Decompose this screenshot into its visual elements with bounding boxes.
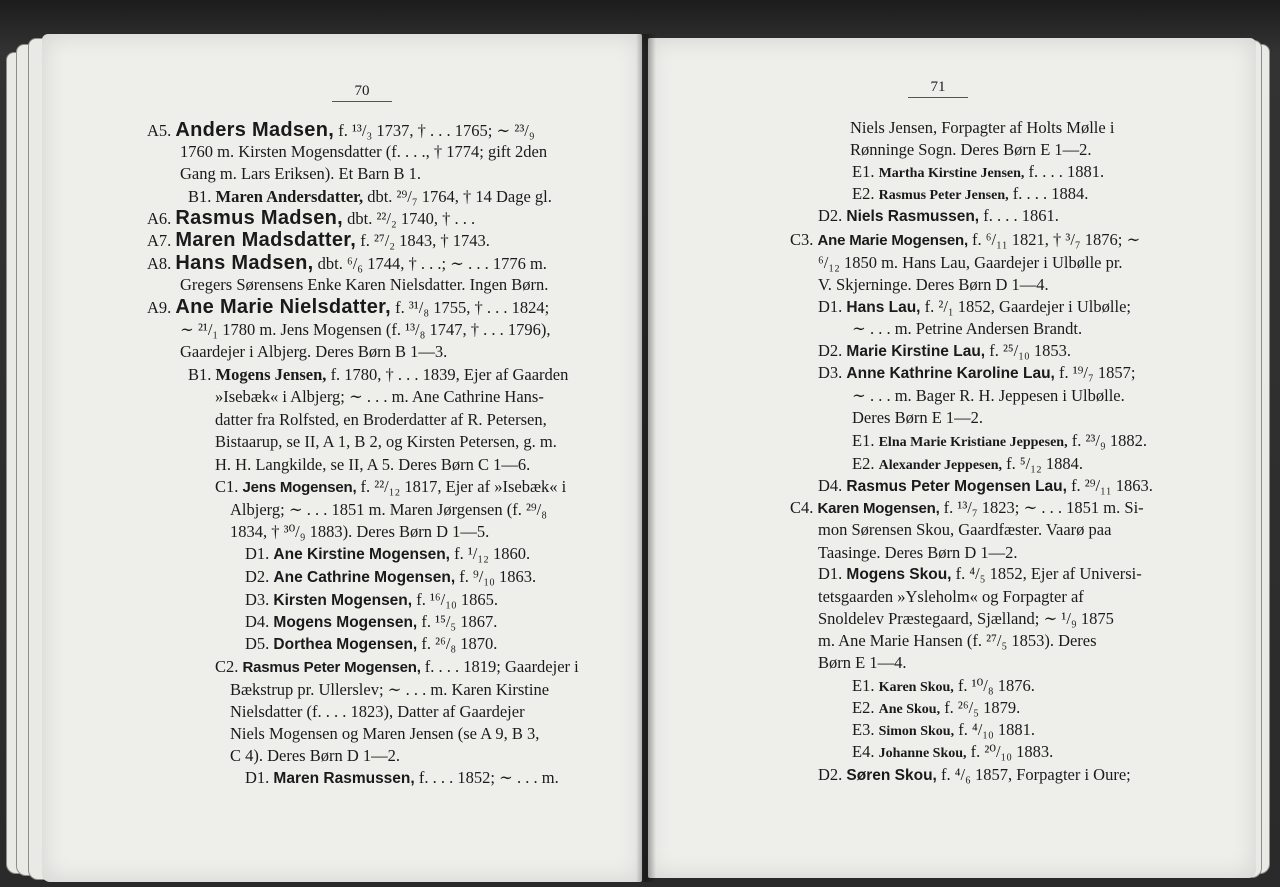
person-name: Ane Kirstine Mogensen, xyxy=(273,546,450,563)
person-name: Simon Skou, xyxy=(878,724,955,739)
person-name: Mogens Mogensen, xyxy=(273,614,418,631)
text-line xyxy=(147,253,547,274)
text-line xyxy=(852,720,1035,742)
text-line xyxy=(180,342,447,362)
entry-text: Nielsdatter (f. . . . 1823), Datter af Gaardejer xyxy=(230,702,525,721)
entry-text: f. ²⁹/₁₁ 1863. xyxy=(1066,476,1153,495)
entry-text: f. ¹⁵/₅ 1867. xyxy=(417,612,498,631)
person-name: Mogens Skou, xyxy=(846,566,952,583)
text-line xyxy=(818,587,1084,607)
text-line xyxy=(230,522,489,542)
person-name: Rasmus Madsen, xyxy=(175,207,344,229)
entry-text: 1834, † ³⁰/₉ 1883). Deres Børn D 1—5. xyxy=(230,522,490,541)
entry-label: A8. xyxy=(147,254,176,273)
entry-text: Snoldelev Præstegaard, Sjælland; ∼ ¹/₉ 1875 xyxy=(818,609,1114,628)
entry-text: mon Sørensen Skou, Gaardfæster. Vaarø paa xyxy=(818,520,1112,539)
person-name: Jens Mogensen, xyxy=(242,479,357,496)
person-name: Anne Kathrine Karoline Lau, xyxy=(846,365,1055,382)
text-line xyxy=(852,698,1020,720)
entry-text: ∼ ²¹/₁ 1780 m. Jens Mogensen (f. ¹³/₈ 1747, † . . . 1796), xyxy=(180,320,551,339)
right-page-number: 71 xyxy=(908,78,968,98)
entry-label: D1. xyxy=(245,768,274,787)
text-line xyxy=(230,702,525,722)
text-line xyxy=(818,520,1111,540)
person-name: Kirsten Mogensen, xyxy=(273,592,413,609)
entry-label: A6. xyxy=(147,209,176,228)
person-name: Søren Skou, xyxy=(846,767,937,784)
person-name: Ane Skou, xyxy=(878,702,941,717)
entry-text: f. ¹⁹/₇ 1857; xyxy=(1054,363,1136,382)
entry-label: C4. xyxy=(790,498,818,517)
text-line xyxy=(818,206,1059,227)
entry-label: D2. xyxy=(245,567,274,586)
text-line xyxy=(852,386,1125,406)
person-name: Marie Kirstine Lau, xyxy=(846,343,986,360)
entry-text: f. . . . 1861. xyxy=(979,206,1059,225)
entry-text: 1760 m. Kirsten Mogensdatter (f. . . ., † 1774; gift 2den xyxy=(180,142,548,161)
entry-label: E2. xyxy=(852,454,879,473)
text-line xyxy=(818,543,1018,563)
entry-text: Bækstrup pr. Ullerslev; ∼ . . . m. Karen Kirstine xyxy=(230,680,550,699)
entry-text: tetsgaarden »Ysleholm« og Forpagter af xyxy=(818,587,1084,606)
entry-label: C3. xyxy=(790,230,818,249)
text-line xyxy=(147,208,475,229)
entry-text: Niels Mogensen og Maren Jensen (se A 9, B 3, xyxy=(230,724,540,743)
text-line xyxy=(215,477,566,498)
entry-label: D1. xyxy=(818,297,847,316)
entry-label: E1. xyxy=(852,431,879,450)
entry-text: Niels Jensen, Forpagter af Holts Mølle i xyxy=(850,118,1115,137)
text-line xyxy=(180,142,547,162)
person-name: Ane Cathrine Mogensen, xyxy=(273,569,456,586)
entry-text: Gang m. Lars Eriksen). Et Barn B 1. xyxy=(180,164,422,183)
person-name: Karen Mogensen, xyxy=(817,500,940,517)
entry-label: C1. xyxy=(215,477,243,496)
entry-text: Gaardejer i Albjerg. Deres Børn B 1—3. xyxy=(180,342,448,361)
entry-text: f. ²⁰/₁₀ 1883. xyxy=(966,742,1054,761)
person-name: Alexander Jeppesen, xyxy=(878,458,1003,473)
entry-text: Rønninge Sogn. Deres Børn E 1—2. xyxy=(850,140,1092,159)
text-line xyxy=(790,498,1144,519)
text-line xyxy=(245,590,498,611)
person-name: Rasmus Peter Mogensen Lau, xyxy=(846,478,1067,495)
entry-text: f. . . . 1852; ∼ . . . m. xyxy=(414,768,559,787)
entry-label: D1. xyxy=(245,544,274,563)
entry-text: f. ²/₁ 1852, Gaardejer i Ulbølle; xyxy=(920,297,1131,316)
person-name: Hans Lau, xyxy=(846,299,921,316)
entry-label: A9. xyxy=(147,298,176,317)
text-line xyxy=(215,387,544,407)
entry-label: A5. xyxy=(147,121,176,140)
text-line xyxy=(852,408,983,428)
entry-text: f. . . . 1884. xyxy=(1008,184,1089,203)
entry-text: f. ¹/₁₂ 1860. xyxy=(449,544,531,563)
entry-label: B1. xyxy=(188,365,216,384)
text-line xyxy=(230,746,400,766)
text-line xyxy=(818,564,1142,585)
entry-label: D3. xyxy=(245,590,274,609)
text-line xyxy=(215,432,557,452)
entry-label: E1. xyxy=(852,162,879,181)
entry-label: D5. xyxy=(245,634,274,653)
text-line xyxy=(245,612,497,633)
text-line xyxy=(852,162,1104,184)
entry-text: f. . . . 1819; Gaardejer i xyxy=(420,657,579,676)
entry-text: f. ⁹/₁₀ 1863. xyxy=(455,567,537,586)
text-line xyxy=(188,365,568,385)
entry-label: C2. xyxy=(215,657,243,676)
text-line xyxy=(215,455,530,475)
entry-text: f. ²⁶/₈ 1870. xyxy=(417,634,498,653)
entry-text: Gregers Sørensens Enke Karen Nielsdatter. Ingen Børn. xyxy=(180,275,549,294)
text-line xyxy=(147,230,490,251)
person-name: Dorthea Mogensen, xyxy=(273,636,418,653)
entry-label: D1. xyxy=(818,564,847,583)
text-line xyxy=(818,275,1049,295)
text-line xyxy=(230,500,547,520)
text-line xyxy=(245,634,497,655)
text-line xyxy=(245,567,536,588)
text-line xyxy=(818,363,1135,384)
entry-label: E2. xyxy=(852,184,879,203)
entry-label: D2. xyxy=(818,765,847,784)
entry-text: ∼ . . . m. Bager R. H. Jeppesen i Ulbølle. xyxy=(852,386,1125,405)
left-page-number: 70 xyxy=(332,82,392,102)
entry-text: dbt. ²²/₂ 1740, † . . . xyxy=(343,209,476,228)
text-line xyxy=(245,544,530,565)
entry-text: f. ¹³/₃ 1737, † . . . 1765; ∼ ²³/₉ xyxy=(334,121,535,140)
person-name: Martha Kirstine Jensen, xyxy=(878,166,1025,181)
entry-label: D4. xyxy=(245,612,274,631)
text-line xyxy=(818,631,1097,651)
person-name: Rasmus Peter Jensen, xyxy=(878,188,1009,203)
text-line xyxy=(147,120,535,141)
entry-label: D4. xyxy=(818,476,847,495)
entry-text: datter fra Rolfsted, en Broderdatter af R. Petersen, xyxy=(215,410,547,429)
entry-label: E2. xyxy=(852,698,879,717)
person-name: Hans Madsen, xyxy=(175,252,314,274)
text-line xyxy=(230,680,549,700)
text-line xyxy=(852,184,1088,206)
entry-text: dbt. ²⁹/₇ 1764, † 14 Dage gl. xyxy=(363,187,552,206)
entry-text: m. Ane Marie Hansen (f. ²⁷/₅ 1853). Deres xyxy=(818,631,1097,650)
entry-label: D2. xyxy=(818,206,847,225)
entry-label: D2. xyxy=(818,341,847,360)
book-gutter xyxy=(636,34,656,882)
entry-text: Bistaarup, se II, A 1, B 2, og Kirsten Petersen, g. m. xyxy=(215,432,557,451)
entry-text: f. ¹⁶/₁₀ 1865. xyxy=(412,590,499,609)
text-line xyxy=(818,297,1131,318)
entry-text: f. ⁴/₆ 1857, Forpagter i Oure; xyxy=(936,765,1131,784)
text-line xyxy=(852,742,1053,764)
entry-label: E1. xyxy=(852,676,879,695)
entry-label: E4. xyxy=(852,742,879,761)
entry-text: Taasinge. Deres Børn D 1—2. xyxy=(818,543,1018,562)
entry-text: f. ²²/₁₂ 1817, Ejer af »Isebæk« i xyxy=(356,477,567,496)
text-line xyxy=(180,320,551,340)
entry-text: H. H. Langkilde, se II, A 5. Deres Børn C 1—6. xyxy=(215,455,531,474)
person-name: Mogens Jensen, xyxy=(215,365,327,384)
person-name: Karen Skou, xyxy=(878,680,954,695)
entry-text: f. . . . 1881. xyxy=(1024,162,1105,181)
entry-text: f. 1780, † . . . 1839, Ejer af Gaarden xyxy=(326,365,569,384)
text-line xyxy=(852,454,1083,476)
entry-text: »Isebæk« i Albjerg; ∼ . . . m. Ane Cathrine Hans- xyxy=(215,387,544,406)
text-line xyxy=(180,164,421,184)
text-line xyxy=(147,297,549,318)
entry-text: V. Skjerninge. Deres Børn D 1—4. xyxy=(818,275,1049,294)
person-name: Ane Marie Nielsdatter, xyxy=(175,296,391,318)
person-name: Niels Rasmussen, xyxy=(846,208,980,225)
entry-text: Børn E 1—4. xyxy=(818,653,907,672)
entry-text: C 4). Deres Børn D 1—2. xyxy=(230,746,401,765)
entry-text: ∼ . . . m. Petrine Andersen Brandt. xyxy=(852,319,1083,338)
text-line xyxy=(818,341,1071,362)
entry-text: f. ⁶/₁₁ 1821, † ³/₇ 1876; ∼ xyxy=(967,230,1141,249)
text-line xyxy=(850,118,1114,138)
entry-text: dbt. ⁶/₆ 1744, † . . .; ∼ . . . 1776 m. xyxy=(313,254,547,273)
entry-label: D3. xyxy=(818,363,847,382)
text-line xyxy=(818,609,1114,629)
entry-text: f. ²³/₉ 1882. xyxy=(1067,431,1147,450)
entry-label: B1. xyxy=(188,187,216,206)
text-line xyxy=(230,724,539,744)
text-line xyxy=(818,476,1153,497)
entry-text: ⁶/₁₂ 1850 m. Hans Lau, Gaardejer i Ulbølle pr. xyxy=(818,253,1123,272)
text-line xyxy=(215,657,579,678)
entry-text: f. ¹⁰/₈ 1876. xyxy=(953,676,1035,695)
person-name: Elna Marie Kristiane Jeppesen, xyxy=(878,435,1068,450)
entry-text: f. ³¹/₈ 1755, † . . . 1824; xyxy=(391,298,550,317)
person-name: Johanne Skou, xyxy=(878,746,967,761)
entry-text: Deres Børn E 1—2. xyxy=(852,408,984,427)
entry-text: f. ²⁵/₁₀ 1853. xyxy=(985,341,1072,360)
person-name: Ane Marie Mogensen, xyxy=(817,232,968,249)
text-line xyxy=(188,187,552,207)
text-line xyxy=(790,230,1140,251)
text-line xyxy=(180,275,548,295)
entry-text: f. ⁴/₁₀ 1881. xyxy=(954,720,1036,739)
text-line xyxy=(818,253,1123,273)
text-line xyxy=(852,676,1035,698)
entry-text: f. ²⁷/₂ 1843, † 1743. xyxy=(356,231,490,250)
entry-text: f. ⁵/₁₂ 1884. xyxy=(1002,454,1083,473)
entry-label: A7. xyxy=(147,231,176,250)
entry-text: f. ¹³/₇ 1823; ∼ . . . 1851 m. Si- xyxy=(939,498,1144,517)
entry-text: f. ²⁶/₅ 1879. xyxy=(940,698,1021,717)
entry-label: E3. xyxy=(852,720,879,739)
text-line xyxy=(850,140,1092,160)
text-line xyxy=(852,431,1147,453)
person-name: Anders Madsen, xyxy=(175,119,335,141)
text-line xyxy=(852,319,1082,339)
person-name: Maren Madsdatter, xyxy=(175,229,357,251)
entry-text: f. ⁴/₅ 1852, Ejer af Universi- xyxy=(951,564,1142,583)
person-name: Maren Andersdatter, xyxy=(215,187,364,206)
entry-text: Albjerg; ∼ . . . 1851 m. Maren Jørgensen (f. ²⁹/₈ xyxy=(230,500,547,519)
person-name: Maren Rasmussen, xyxy=(273,770,415,787)
person-name: Rasmus Peter Mogensen, xyxy=(242,659,421,676)
text-line xyxy=(215,410,547,430)
text-line xyxy=(245,768,559,789)
text-line xyxy=(818,653,906,673)
text-line xyxy=(818,765,1131,786)
